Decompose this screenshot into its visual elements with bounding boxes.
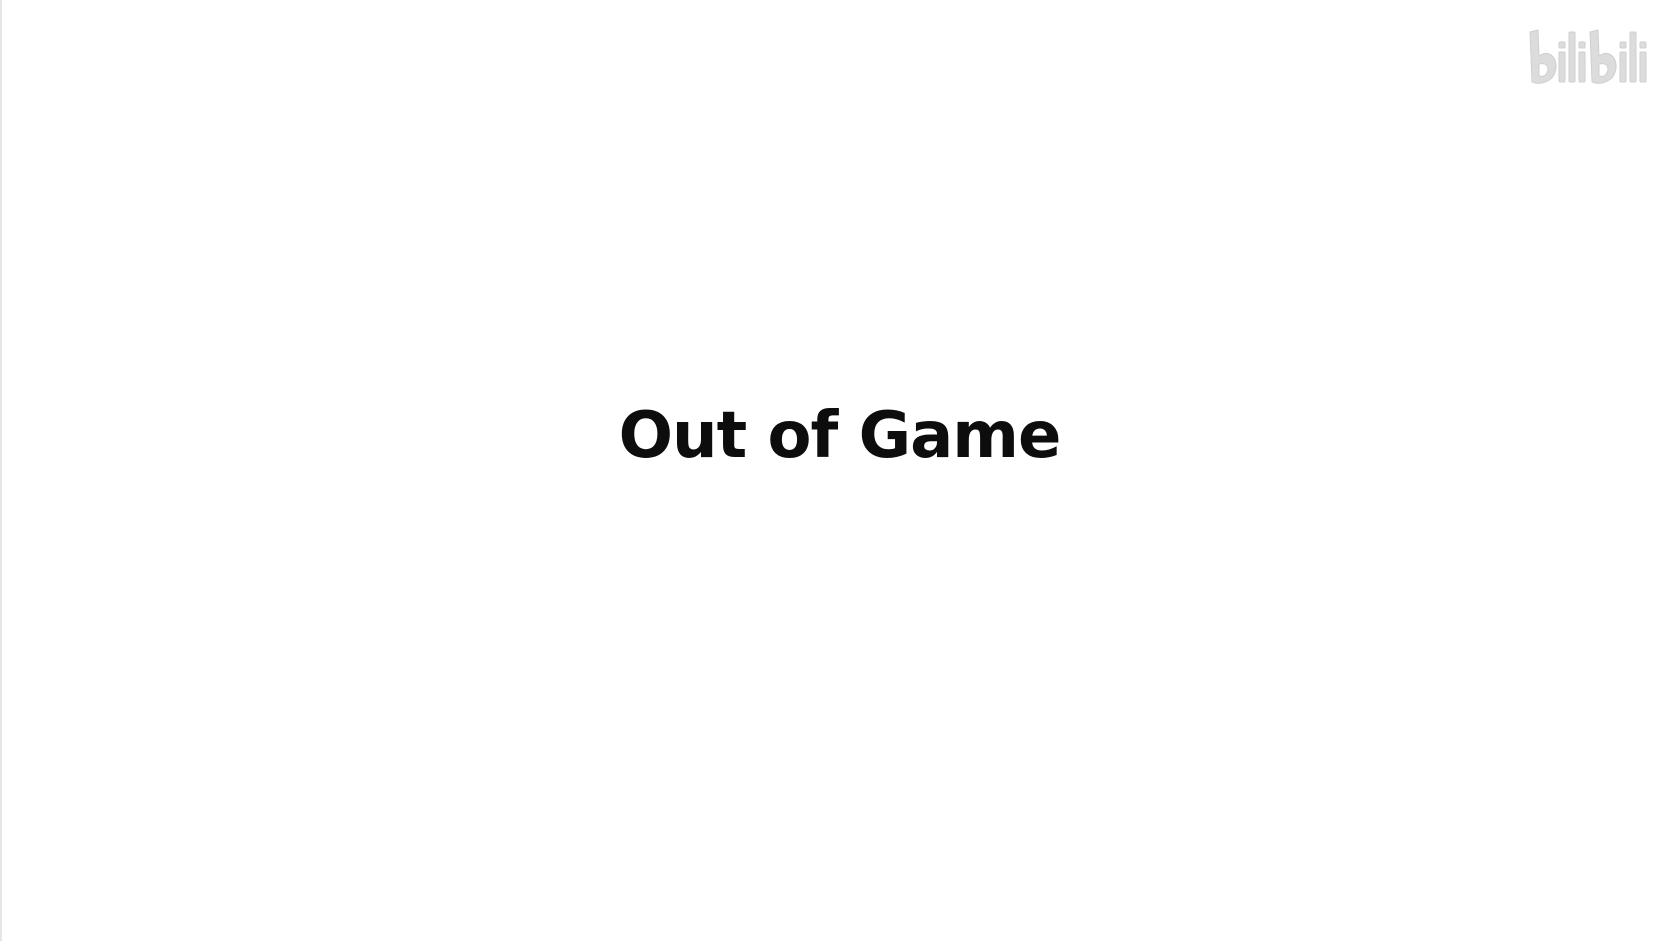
- bilibili-watermark-logo: [1526, 26, 1656, 88]
- slide-title: Out of Game: [618, 399, 1061, 473]
